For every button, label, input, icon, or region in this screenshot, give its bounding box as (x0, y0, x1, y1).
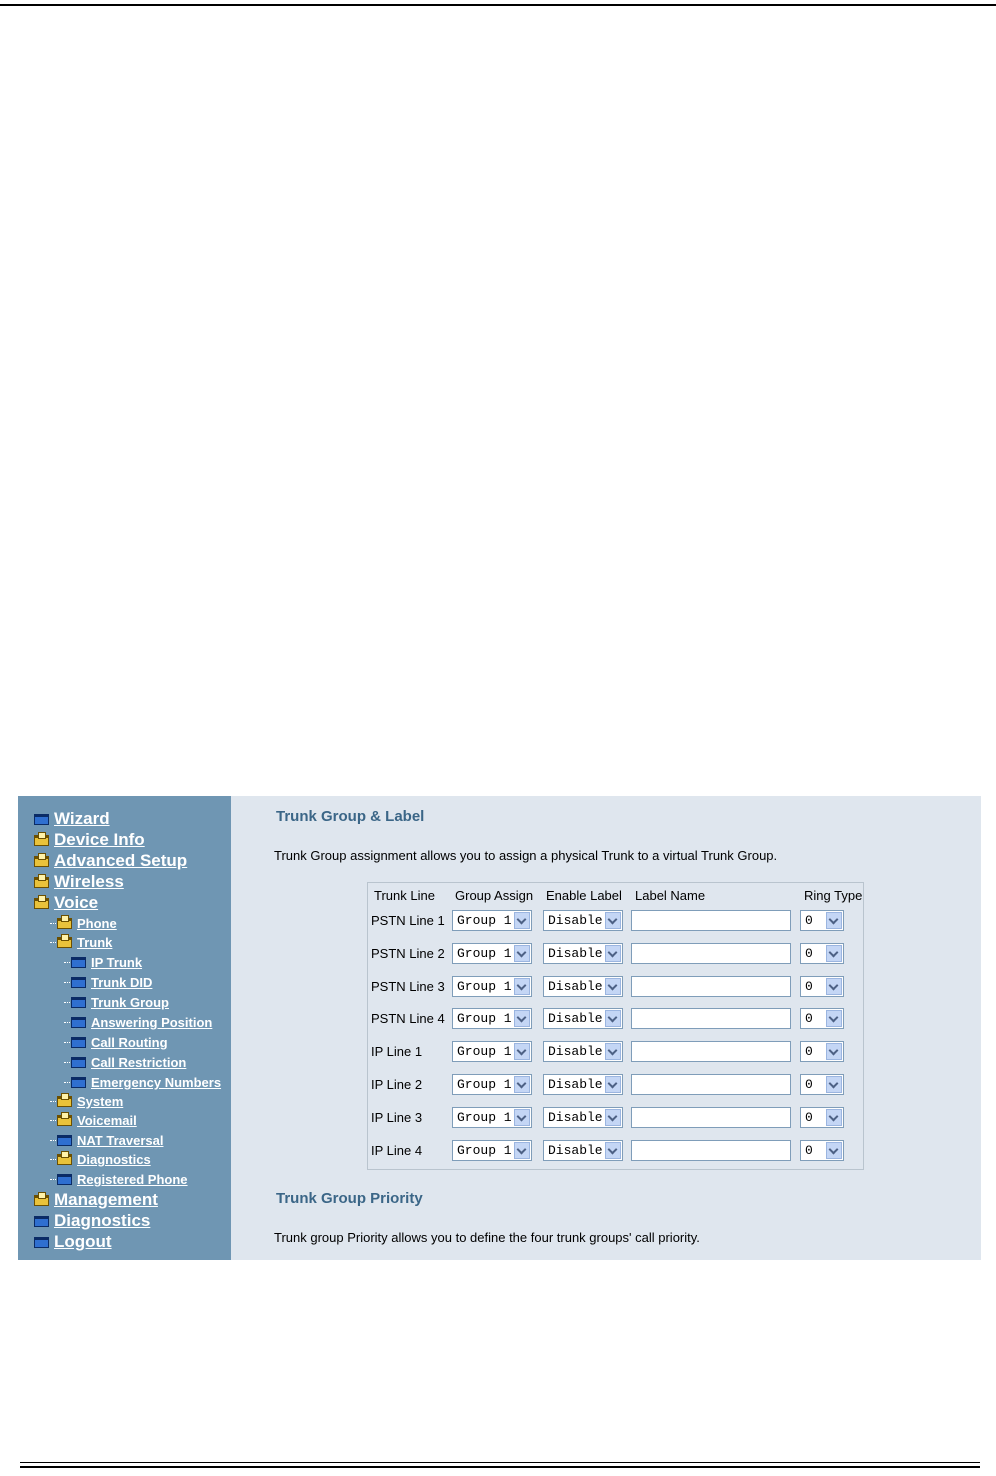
folder-icon (71, 1057, 86, 1068)
select-value: Group 1 (457, 913, 512, 928)
ring-type-select[interactable] (800, 1140, 844, 1161)
sidebar-item-label[interactable]: Answering Position (91, 1015, 213, 1030)
label-name-input[interactable] (631, 1074, 791, 1095)
trunk-line-label: IP Line 3 (371, 1109, 423, 1125)
group-assign-select[interactable] (452, 1140, 532, 1161)
group-assign-select[interactable] (452, 910, 532, 931)
select-value: Group 1 (457, 1077, 512, 1092)
chevron-down-icon[interactable] (605, 1010, 621, 1027)
folder-icon (71, 977, 86, 988)
select-value: 0 (805, 1011, 813, 1027)
page-description: Trunk Group assignment allows you to assign a physical Trunk to a virtual Trunk Group. (274, 848, 778, 863)
chevron-down-icon[interactable] (514, 1109, 530, 1126)
group-assign-select[interactable] (452, 1107, 532, 1128)
chevron-down-icon[interactable] (826, 945, 842, 962)
sidebar-item-label[interactable]: Advanced Setup (54, 851, 188, 870)
sidebar-item-trunk-did[interactable] (64, 975, 152, 990)
sidebar-item-label[interactable]: Trunk (77, 935, 113, 950)
select-value: Disable (548, 1077, 603, 1092)
trunk-line-label: IP Line 1 (371, 1044, 423, 1060)
sidebar-item-label[interactable]: Trunk DID (91, 975, 153, 990)
select-value: Group 1 (457, 1109, 512, 1125)
folder-plus-icon (34, 1195, 49, 1206)
sidebar-item-label[interactable]: Voice (54, 893, 99, 912)
sidebar-item-voice-diagnostics[interactable] (50, 1152, 151, 1167)
sidebar-item-label[interactable]: Voicemail (77, 1113, 137, 1128)
sidebar-item-label[interactable]: Wireless (54, 872, 124, 891)
sidebar-item-voice[interactable] (34, 893, 98, 913)
header-trunk-line: Trunk Line (374, 888, 435, 903)
header-enable-label: Enable Label (546, 888, 622, 903)
group-assign-select[interactable] (452, 1074, 532, 1095)
enable-label-select[interactable] (543, 1074, 623, 1095)
ring-type-select[interactable] (800, 1041, 844, 1062)
chevron-down-icon[interactable] (605, 978, 621, 995)
ring-type-select[interactable] (800, 1107, 844, 1128)
folder-icon (34, 1237, 49, 1248)
sidebar-item-management[interactable] (34, 1190, 158, 1210)
folder-icon (71, 957, 86, 968)
sidebar-item-label[interactable]: Trunk Group (91, 995, 169, 1010)
trunk-group-table (367, 882, 864, 1170)
sidebar-item-system[interactable] (50, 1094, 123, 1109)
enable-label-select[interactable] (543, 976, 623, 997)
page-bottom-rule (20, 1462, 980, 1463)
folder-plus-icon (57, 918, 72, 929)
folder-icon (34, 1216, 49, 1227)
select-value: Group 1 (457, 1011, 512, 1027)
sidebar-item-label[interactable]: Phone (77, 916, 117, 931)
label-name-input[interactable] (631, 1041, 791, 1062)
folder-plus-icon (57, 1115, 72, 1126)
ring-type-select[interactable] (800, 910, 844, 931)
label-name-input[interactable] (631, 910, 791, 931)
trunk-line-label: IP Line 2 (371, 1077, 423, 1092)
folder-icon (57, 1174, 72, 1185)
sidebar-item-wireless[interactable] (34, 872, 124, 892)
select-value: 0 (805, 913, 813, 928)
sidebar-item-label[interactable]: IP Trunk (91, 955, 143, 970)
sidebar-item-emergency-numbers[interactable] (64, 1075, 221, 1090)
sidebar-item-ip-trunk[interactable] (64, 955, 142, 970)
chevron-down-icon[interactable] (826, 1043, 842, 1060)
chevron-down-icon[interactable] (826, 1142, 842, 1159)
main-content (231, 796, 981, 1260)
chevron-down-icon[interactable] (514, 945, 530, 962)
chevron-down-icon[interactable] (826, 978, 842, 995)
folder-icon (57, 1135, 72, 1146)
sidebar-item-logout[interactable] (34, 1232, 112, 1252)
select-value: Group 1 (457, 1142, 512, 1158)
select-value: Disable (548, 1142, 603, 1158)
sidebar-item-phone[interactable] (50, 916, 117, 931)
sidebar-item-label[interactable]: Logout (54, 1232, 112, 1251)
folder-plus-icon (57, 1154, 72, 1165)
folder-icon (71, 1017, 86, 1028)
label-name-input[interactable] (631, 976, 791, 997)
ring-type-select[interactable] (800, 943, 844, 964)
header-group-assign: Group Assign (455, 888, 534, 903)
sidebar-item-label[interactable]: Call Restriction (91, 1055, 187, 1070)
trunk-line-label: PSTN Line 2 (371, 945, 445, 961)
select-value: Group 1 (457, 945, 512, 961)
folder-plus-icon (34, 856, 49, 867)
sidebar-item-label[interactable]: Registered Phone (77, 1172, 188, 1187)
select-value: Disable (548, 1109, 603, 1125)
sidebar-item-answering-position[interactable] (64, 1015, 212, 1030)
priority-description: Trunk group Priority allows you to define the four trunk groups' call priority. (274, 1230, 700, 1245)
ring-type-select[interactable] (800, 1008, 844, 1029)
chevron-down-icon[interactable] (514, 978, 530, 995)
select-value: Group 1 (457, 1044, 512, 1060)
label-name-input[interactable] (631, 1107, 791, 1128)
sidebar-item-label[interactable]: NAT Traversal (77, 1133, 164, 1148)
sidebar-item-label[interactable]: Call Routing (91, 1035, 168, 1050)
sidebar-item-registered-phone[interactable] (50, 1172, 188, 1187)
chevron-down-icon[interactable] (514, 1043, 530, 1060)
sidebar-item-label[interactable]: Management (54, 1190, 158, 1209)
sidebar-item-trunk-group[interactable] (64, 995, 169, 1010)
folder-icon (34, 814, 49, 825)
select-value: 0 (805, 1109, 813, 1125)
select-value: 0 (805, 1044, 813, 1060)
chevron-down-icon[interactable] (826, 1010, 842, 1027)
select-value: 0 (805, 945, 813, 961)
enable-label-select[interactable] (543, 1140, 623, 1161)
sidebar-item-label[interactable]: Diagnostics (77, 1152, 151, 1167)
folder-icon (71, 997, 86, 1008)
select-value: Disable (548, 945, 603, 961)
sidebar-item-diagnostics[interactable] (34, 1211, 150, 1231)
select-value: Disable (548, 978, 603, 994)
group-assign-select[interactable] (452, 1041, 532, 1062)
sidebar-item-label[interactable]: Wizard (54, 809, 110, 828)
sidebar-item-voicemail[interactable] (50, 1113, 137, 1128)
label-name-input[interactable] (631, 1140, 791, 1161)
group-assign-select[interactable] (452, 1008, 532, 1029)
page-top-rule (0, 4, 996, 6)
chevron-down-icon[interactable] (605, 912, 621, 929)
chevron-down-icon[interactable] (826, 912, 842, 929)
select-value: 0 (805, 1077, 813, 1092)
sidebar-item-label[interactable]: Diagnostics (54, 1211, 151, 1230)
ring-type-select[interactable] (800, 976, 844, 997)
chevron-down-icon[interactable] (514, 1142, 530, 1159)
chevron-down-icon[interactable] (605, 1043, 621, 1060)
folder-plus-icon (34, 835, 49, 846)
folder-plus-icon (57, 1096, 72, 1107)
enable-label-select[interactable] (543, 943, 623, 964)
label-name-input[interactable] (631, 943, 791, 964)
folder-plus-icon (34, 898, 49, 909)
sidebar-item-call-restriction[interactable] (64, 1055, 186, 1070)
chevron-down-icon[interactable] (605, 1076, 621, 1093)
trunk-line-label: IP Line 4 (371, 1142, 423, 1158)
priority-title: Trunk Group Priority (276, 1190, 423, 1207)
router-web-ui-screenshot (18, 796, 981, 1260)
chevron-down-icon[interactable] (605, 1142, 621, 1159)
sidebar-item-label[interactable]: System (77, 1094, 124, 1109)
sidebar-item-wizard[interactable] (34, 809, 110, 829)
chevron-down-icon[interactable] (826, 1076, 842, 1093)
trunk-line-label: PSTN Line 1 (371, 913, 445, 928)
page-title: Trunk Group & Label (276, 808, 425, 825)
group-assign-select[interactable] (452, 943, 532, 964)
enable-label-select[interactable] (543, 1041, 623, 1062)
sidebar-item-trunk[interactable] (50, 935, 112, 950)
select-value: 0 (805, 1142, 813, 1158)
enable-label-select[interactable] (543, 910, 623, 931)
label-name-input[interactable] (631, 1008, 791, 1029)
enable-label-select[interactable] (543, 1008, 623, 1029)
select-value: 0 (805, 978, 813, 994)
sidebar-item-advanced-setup[interactable] (34, 851, 187, 871)
enable-label-select[interactable] (543, 1107, 623, 1128)
page-bottom-rule-thick (20, 1466, 980, 1468)
select-value: Disable (548, 1044, 603, 1060)
trunk-line-label: PSTN Line 3 (371, 978, 445, 994)
sidebar-item-call-routing[interactable] (64, 1035, 168, 1050)
header-label-name: Label Name (635, 888, 706, 903)
sidebar-item-device-info[interactable] (34, 830, 145, 850)
select-value: Disable (548, 913, 603, 928)
chevron-down-icon[interactable] (605, 945, 621, 962)
chevron-down-icon[interactable] (826, 1109, 842, 1126)
chevron-down-icon[interactable] (514, 1010, 530, 1027)
folder-plus-icon (34, 877, 49, 888)
sidebar-item-nat-traversal[interactable] (50, 1133, 163, 1148)
select-value: Group 1 (457, 978, 512, 994)
sidebar-item-label[interactable]: Emergency Numbers (91, 1075, 222, 1090)
header-ring-type: Ring Type (804, 888, 863, 903)
group-assign-select[interactable] (452, 976, 532, 997)
folder-icon (71, 1037, 86, 1048)
folder-plus-icon (57, 937, 72, 948)
chevron-down-icon[interactable] (605, 1109, 621, 1126)
select-value: Disable (548, 1011, 603, 1027)
chevron-down-icon[interactable] (514, 1076, 530, 1093)
chevron-down-icon[interactable] (514, 912, 530, 929)
sidebar-nav (18, 796, 231, 1260)
ring-type-select[interactable] (800, 1074, 844, 1095)
folder-icon (71, 1077, 86, 1088)
trunk-line-label: PSTN Line 4 (371, 1011, 445, 1027)
sidebar-item-label[interactable]: Device Info (54, 830, 145, 849)
